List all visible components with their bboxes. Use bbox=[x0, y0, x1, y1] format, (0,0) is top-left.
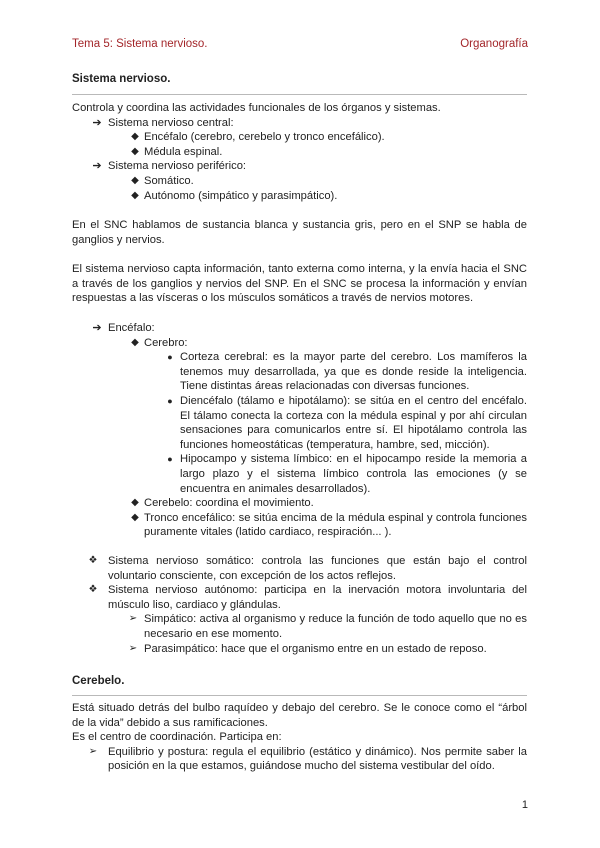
arrow-icon: ➔ bbox=[92, 160, 102, 173]
section-title-sistema-nervioso: Sistema nervioso. bbox=[72, 73, 171, 85]
list-item-tronco: ◆ Tronco encefálico: se sitúa encima de la médula espinal y controla funciones puramente vitales (latido cardiaco, respiración... ). bbox=[72, 511, 527, 540]
list-item-corteza: ● Corteza cerebral: es la mayor parte del cerebro. Los mamíferos la tenemos muy desarrollada, ya que es donde reside la inteligencia. Tiene distintas áreas relacionadas con diversas funciones. bbox=[72, 350, 527, 394]
page-number: 1 bbox=[521, 799, 528, 811]
paragraph-informacion: El sistema nervioso capta información, tanto externa como interna, y la envía hacia el SNC a través de los ganglios y nervios del SNP. En el SNC se procesa la información y envían respuestas a las vísceras o los músculos somáticos a través de nervios motores. bbox=[72, 263, 527, 305]
arrowhead-icon: ➢ bbox=[128, 613, 138, 625]
arrowhead-icon: ➢ bbox=[88, 745, 98, 757]
list-item: ➔ Sistema nervioso central: bbox=[72, 116, 527, 131]
list-item-simpatico: ➢ Simpático: activa al organismo y reduce la función de todo aquello que no es necesario en ese momento. bbox=[72, 612, 527, 641]
list-item-cerebelo: ◆ Cerebelo: coordina el movimiento. bbox=[72, 496, 527, 511]
list-item-cerebro: ◆ Cerebro: bbox=[72, 336, 527, 351]
list-item: ◆ Médula espinal. bbox=[72, 145, 527, 160]
list-item-somatico: ❖ Sistema nervioso somático: controla las funciones que están bajo el control voluntario consciente, con excepción de los actos reflejos. bbox=[72, 554, 527, 583]
star-diamond-icon: ❖ bbox=[88, 584, 98, 596]
list-item-encefalo: ➔ Encéfalo: bbox=[72, 321, 527, 336]
section-cerebelo-body bbox=[72, 701, 527, 774]
list-item-equilibrio: ➢ Equilibrio y postura: regula el equilibrio (estático y dinámico). Nos permite saber la posición en la que estamos, guiándose mucho del sistema vestibular del oído. bbox=[72, 745, 527, 774]
diamond-icon: ◆ bbox=[131, 511, 139, 523]
encefalo-list bbox=[72, 321, 527, 540]
list-item-hipocampo: ● Hipocampo y sistema límbico: en el hipocampo reside la memoria a largo plazo y el sistema límbico controla las emociones (y se encuentra en animales desarrollados). bbox=[72, 452, 527, 496]
paragraph-snc-snp: En el SNC hablamos de sustancia blanca y sustancia gris, pero en el SNP se habla de ganglios y nervios. bbox=[72, 219, 527, 246]
cerebelo-paragraph-2: Es el centro de coordinación. Participa en: bbox=[72, 731, 282, 744]
list-item: ◆ Somático. bbox=[72, 174, 527, 189]
arrowhead-icon: ➢ bbox=[128, 642, 138, 654]
page-header bbox=[72, 37, 528, 51]
list-item-autonomo: ❖ Sistema nervioso autónomo: participa en la inervación motora involuntaria del músculo liso, cardiaco y glándulas. bbox=[72, 583, 527, 612]
bullet-icon: ● bbox=[167, 395, 173, 406]
diamond-icon: ◆ bbox=[131, 131, 139, 143]
section-sistema-nervioso-intro bbox=[72, 101, 527, 203]
list-item: ➔ Sistema nervioso periférico: bbox=[72, 159, 527, 174]
list-item-parasimpatico: ➢ Parasimpático: hace que el organismo entre en un estado de reposo. bbox=[72, 642, 527, 657]
bullet-icon: ● bbox=[167, 454, 173, 465]
header-topic: Tema 5: Sistema nervioso. bbox=[72, 38, 208, 50]
diamond-icon: ◆ bbox=[131, 174, 139, 186]
arrow-icon: ➔ bbox=[92, 116, 102, 129]
diamond-icon: ◆ bbox=[131, 145, 139, 157]
section-title-cerebelo: Cerebelo. bbox=[72, 675, 125, 687]
sistema-somatico-autonomo-list bbox=[72, 554, 527, 656]
intro-paragraph: Controla y coordina las actividades funcionales de los órganos y sistemas. bbox=[72, 102, 441, 114]
header-subject: Organografía bbox=[460, 38, 528, 50]
bullet-icon: ● bbox=[167, 352, 173, 363]
cerebelo-paragraph: Está situado detrás del bulbo raquídeo y debajo del cerebro. Se le conoce como el “árbol de la vida” debido a sus ramificaciones. bbox=[72, 702, 527, 729]
list-item: ◆ Encéfalo (cerebro, cerebelo y tronco encefálico). bbox=[72, 130, 527, 145]
list-item: ◆ Autónomo (simpático y parasimpático). bbox=[72, 189, 527, 204]
section-rule bbox=[72, 94, 527, 95]
section-rule bbox=[72, 695, 527, 696]
diamond-icon: ◆ bbox=[131, 189, 139, 201]
list-item-diencefalo: ● Diencéfalo (tálamo e hipotálamo): se sitúa en el centro del encéfalo. El tálamo conecta la corteza con la médula espinal y por ahí circulan sensaciones para comunicarlos entre sí. El hipotálamo controla las funciones homeostáticas (temperatura, hambre, sed, micción). bbox=[72, 394, 527, 452]
arrow-icon: ➔ bbox=[92, 322, 102, 334]
star-diamond-icon: ❖ bbox=[88, 555, 98, 566]
diamond-icon: ◆ bbox=[131, 497, 139, 509]
diamond-icon: ◆ bbox=[131, 336, 139, 348]
